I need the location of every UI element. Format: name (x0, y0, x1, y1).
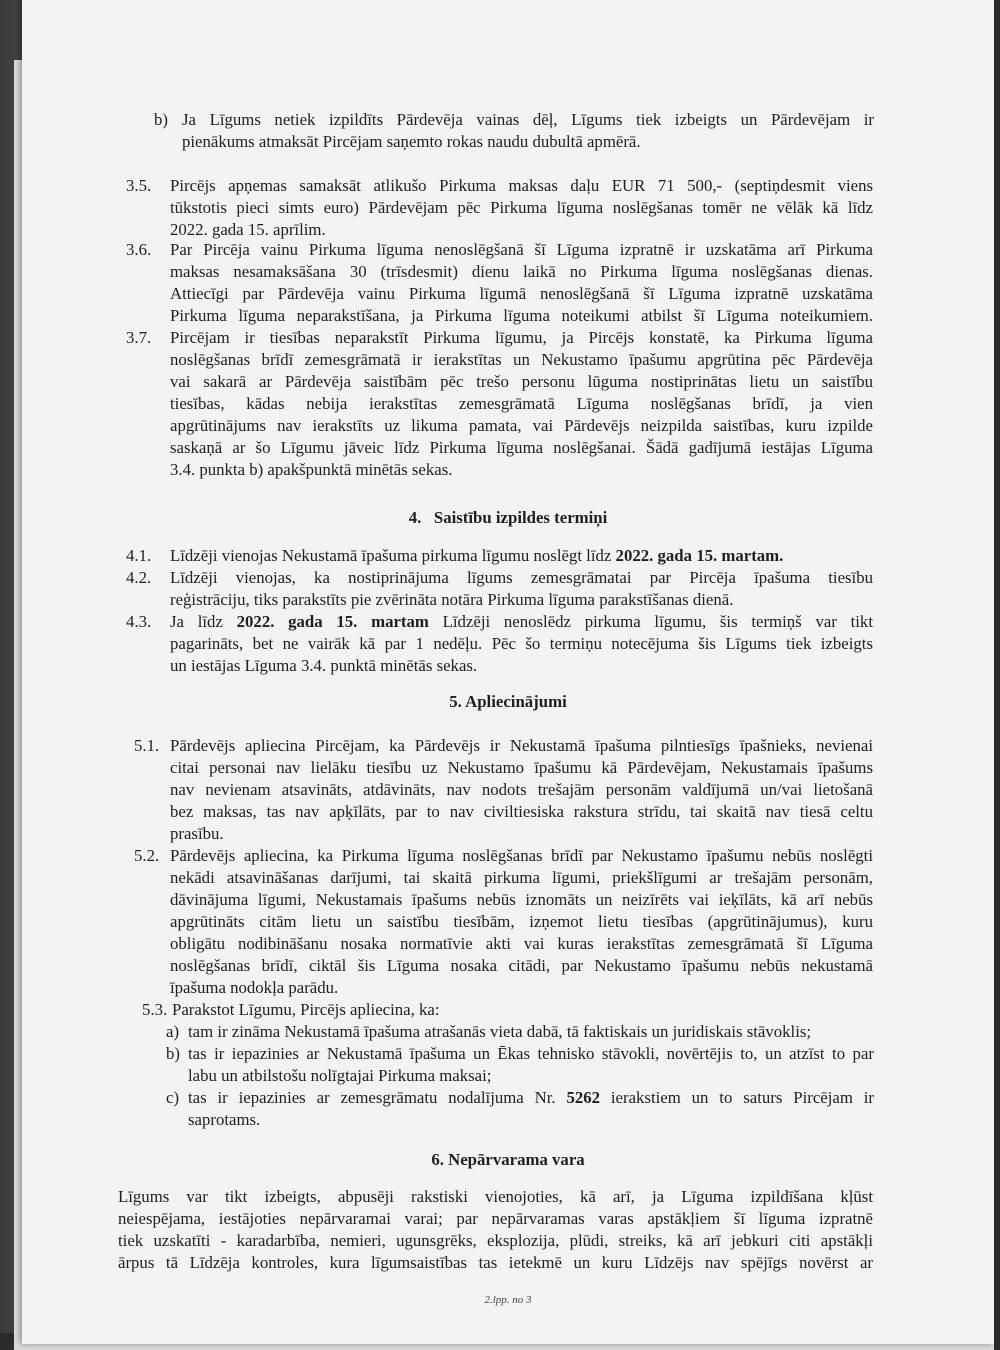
item-5-2-line-2: nekādi atsavināšanas darījumi, tai skaitā pirkuma līgumi, priekšlīgumi ar trešajām personām, (170, 868, 873, 887)
item-4-1-date: 2022. gada 15. martam. (615, 546, 784, 565)
item-5-1-line-3: nav nevienam atsavināts, atdāvināts, nav nodots trešajām personām valdījumā un/vai lietošanā (170, 780, 873, 799)
section-6-line-4: ārpus tā Līdzēja kontroles, kura līgumsaistības tas ietekmē un kuru Līdzējs nav spējīgs novērst ar (118, 1253, 873, 1272)
item-5-3-b-line-1: tas ir iepazinies ar Nekustamā īpašuma un Ēkas tehnisko stāvokli, novērtējis to, un atzīst to par (188, 1044, 874, 1063)
item-4-3-date: 2022. gada 15. martam (236, 612, 429, 631)
item-5-3-c-line-1 (188, 1087, 874, 1109)
item-3-7-line-2: noslēgšanas brīdī zemesgrāmatā ir ierakstītas un Nekustamo īpašumu apgrūtina pēc Pārdevēja (170, 350, 873, 369)
item-3-7-line-6: saskaņā ar šo Līgumu jāveic līdz Pirkuma līguma noslēgšanai. Šādā gadījumā iestājas Līguma (170, 438, 873, 457)
item-4-3-line-1 (170, 611, 873, 633)
item-5-3-number: 5.3. (142, 1000, 168, 1019)
item-5-1-line-4: bez maksas, tas nav apķīlāts, par to nav civiltiesiska rakstura strīdu, tai skaitā nav tiesā celtu (170, 802, 873, 821)
item-4-3-text-after: Līdzēji nenoslēdz pirkuma līgumu, šis termiņš var tikt (428, 612, 873, 631)
item-5-2-line-1: Pārdevējs apliecina, ka Pirkuma līguma noslēgšanas brīdī par Nekustamo īpašumu nebūs noslēgti (170, 846, 873, 865)
section-6-line-1: Līgums var tikt izbeigts, abpusēji rakstiski vienojoties, kā arī, ja Līguma izpildīšana kļūst (118, 1187, 873, 1206)
item-5-1-line-5: prasību. (170, 824, 224, 843)
section-5-heading: 5. Apliecinājumi (449, 692, 567, 711)
item-3-6-line-4: Pirkuma līguma neparakstīšana, ja Pirkuma līguma noteikumi atbilst šī Līguma noteikumiem. (170, 306, 873, 325)
section-4-heading: 4. Saistību izpildes termiņi (408, 508, 608, 527)
item-3-7-line-7: 3.4. punkta b) apakšpunktā minētās sekas. (170, 460, 453, 479)
item-5-3-c-text-after: ierakstiem un to saturs Pircējam ir (600, 1088, 874, 1107)
page-number-footer: 2.lpp. no 3 (484, 1294, 532, 1306)
item-5-2-line-7: īpašuma nodokļa parādu. (170, 978, 339, 997)
item-4-2-line-1: Līdzēji vienojas, ka nostiprinājuma līgums zemesgrāmatai par Pircēja īpašuma tiesību (170, 568, 873, 587)
item-3-4-b-marker: b) (154, 110, 168, 129)
item-3-4-b-line-1: Ja Līgums netiek izpildīts Pārdevēja vainas dēļ, Līgums tiek izbeigts un Pārdevējam ir (182, 110, 874, 129)
item-5-3-c-number: 5262 (566, 1088, 601, 1107)
item-3-5-line-1: Pircējs apņemas samaksāt atlikušo Pirkuma maksas daļu EUR 71 500,- (septiņdesmit viens (170, 176, 873, 195)
item-3-7-number: 3.7. (126, 328, 152, 347)
item-3-4-b-line-2: pienākums atmaksāt Pircējam saņemto rokas naudu dubultā apmērā. (182, 132, 641, 151)
item-4-1-text: Līdzēji vienojas Nekustamā īpašuma pirkuma līgumu noslēgt līdz (170, 546, 616, 565)
item-3-7-line-1: Pircējam ir tiesības neparakstīt Pirkuma līgumu, ja Pircējs konstatē, ka Pirkuma līguma (170, 328, 873, 347)
item-3-7-line-5: apgrūtinājums nav ierakstīts uz likuma pamata, vai Pārdevējs neizpilda saistības, kuru izpilde (170, 416, 873, 435)
item-5-2-line-4: apgrūtināts citām lietu un saistību tiesībām, izņemot lietu tiesības (apgrūtinājumus), kuru (170, 912, 873, 931)
item-3-5-number: 3.5. (126, 176, 152, 195)
item-3-6-line-1: Par Pircēja vainu Pirkuma līguma nenoslēgšanā šī Līguma izpratnē ir uzskatāma arī Pirkuma (170, 240, 873, 259)
item-3-7-line-4: tiesības, kādas nebija ierakstītas zemesgrāmatā Līguma noslēgšanas brīdī, ja vien (170, 394, 873, 413)
item-4-3-line-3: un iestājas Līguma 3.4. punktā minētās sekas. (170, 656, 478, 675)
item-5-2-line-3: dāvinājuma līgumi, Nekustamais īpašums nebūs iznomāts un neizīrēts vai ieķīlāts, kā arī nebūs (170, 890, 873, 909)
item-5-1-number: 5.1. (134, 736, 160, 755)
item-5-3-b-marker: b) (166, 1044, 180, 1063)
item-4-2-line-2: reģistrāciju, tiks parakstīts pie zvērināta notāra Pirkuma līguma parakstīšanas dienā. (170, 590, 734, 609)
item-4-2-number: 4.2. (126, 568, 152, 587)
item-5-1-line-1: Pārdevējs apliecina Pircējam, ka Pārdevējs ir Nekustamā īpašuma pilntiesīgs īpašnieks, nevienai (170, 736, 873, 755)
item-5-3-intro: Parakstot Līgumu, Pircējs apliecina, ka: (172, 1000, 440, 1019)
item-3-5-line-3: 2022. gada 15. aprīlim. (170, 220, 326, 239)
item-5-2-line-5: obligātu nodibināšanu nosaka normatīvie akti vai kuras ierakstītas zemesgrāmatā šī Līguma (170, 934, 873, 953)
item-4-3-line-2: pagarināts, bet ne vairāk kā par 1 nedēļu. Pēc šo termiņu notecējuma šis Līgums tiek izbeigts (170, 634, 873, 653)
item-4-3-number: 4.3. (126, 612, 152, 631)
item-4-1-line (170, 545, 873, 567)
item-3-6-line-2: maksas nesamaksāšana 30 (trīsdesmit) dienu laikā no Pirkuma līguma noslēgšanas dienas. (170, 262, 873, 281)
item-3-6-number: 3.6. (126, 240, 152, 259)
item-3-7-line-3: vai sakarā ar Pārdevēja saistībām pēc trešo personu lūguma nostiprinātas lietu un saistību (170, 372, 873, 391)
item-3-6-line-3: Attiecīgi par Pārdevēja vainu Pirkuma līgumā nenoslēgšanā šī Līguma izpratnē uzskatāma (170, 284, 873, 303)
item-5-3-a-marker: a) (166, 1022, 180, 1041)
item-5-3-c-marker: c) (166, 1088, 180, 1107)
section-6-line-3: tiek uzskatīti - karadarbība, nemieri, ugunsgrēks, eksplozija, plūdi, streiks, kā arī jebkuri citi apstākļi (118, 1231, 873, 1250)
item-5-3-b-line-2: labu un atbilstošu nolīgtajai Pirkuma maksai; (188, 1066, 492, 1085)
section-6-heading: 6. Nepārvarama vara (431, 1150, 585, 1169)
item-4-3-text-before: Ja līdz (170, 612, 237, 631)
section-6-line-2: neiespējama, iestājoties nepārvaramai varai; par nepārvaramas varas apstākļiem šī līguma izpratnē (118, 1209, 873, 1228)
item-5-3-c-text-before: tas ir iepazinies ar zemesgrāmatu nodalījuma Nr. (188, 1088, 567, 1107)
item-5-3-c-line-2: saprotams. (188, 1110, 261, 1129)
item-5-1-line-2: citai personai nav lielāku tiesību uz Nekustamo īpašumu kā Pārdevējam, Nekustamais īpašums (170, 758, 873, 777)
item-5-2-line-6: noslēgšanas brīdī, ciktāl šis Līguma nosaka citādi, par Nekustamo īpašumu nebūs nekustamā (170, 956, 873, 975)
item-3-5-line-2: tūkstotis pieci simts euro) Pārdevējam pēc Pirkuma līguma noslēgšanas tomēr ne vēlāk kā līdz (170, 198, 873, 217)
item-4-1-number: 4.1. (126, 546, 152, 565)
item-5-3-a-text: tam ir zināma Nekustamā īpašuma atrašanās vieta dabā, tā faktiskais un juridiskais stāvoklis; (188, 1022, 812, 1041)
document-page (22, 0, 994, 1344)
item-5-2-number: 5.2. (134, 846, 160, 865)
